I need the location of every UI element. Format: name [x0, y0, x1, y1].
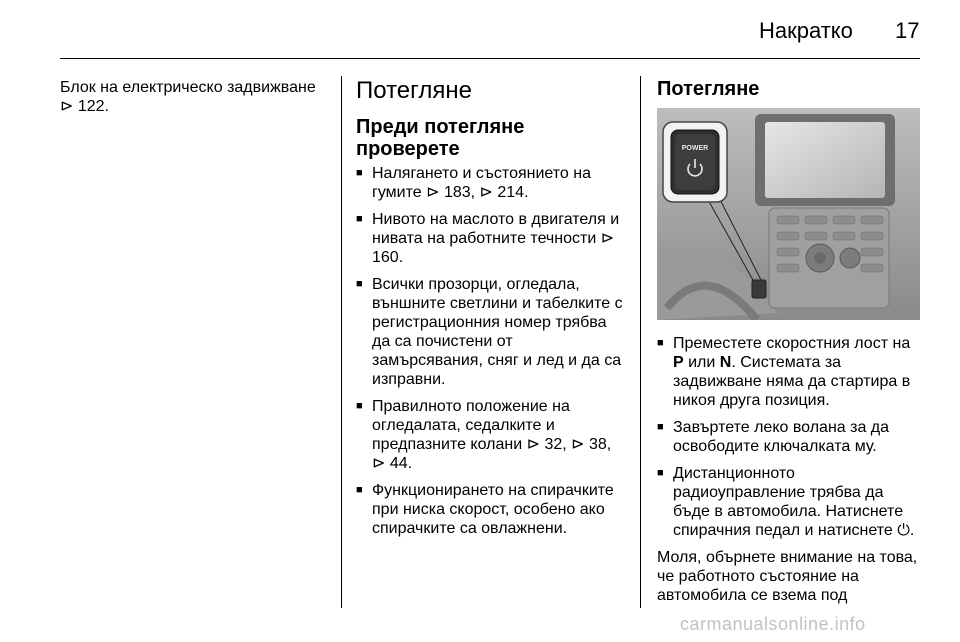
- section-title: Потегляне: [356, 77, 472, 104]
- list-item: ■ Правилното положение на огледалата, седалките и предпазните колани ⊳ 32, ⊳ 38, ⊳ 44.: [356, 397, 626, 473]
- note-paragraph: Моля, обърнете внимание на това, че работното състояние на автомобила се взема под: [657, 549, 918, 604]
- page-number: 17: [895, 18, 920, 43]
- list-item: ■ Налягането и състоянието на гумите ⊳ 183, ⊳ 214.: [356, 164, 626, 202]
- dashboard-illustration: [657, 108, 920, 320]
- list-item-text: Преместете скоростния лост на: [673, 335, 911, 352]
- list-item: ■ Функционирането на спирачките при ниска скорост, особено ако спирачките са овлажнени.: [356, 481, 626, 538]
- list-item-text: . Системата за задвижване няма да стартира в никоя друга позиция.: [673, 354, 911, 409]
- continued-text: Блок на електрическо задвижване ⊳ 122.: [60, 79, 316, 115]
- power-label: POWER: [681, 145, 709, 152]
- watermark: carmanualsonline.info: [680, 614, 866, 634]
- list-item-text: или: [683, 354, 720, 371]
- gear-n-label: N: [719, 354, 732, 371]
- list-item: ■ Завъртете леко волана за да освободите ключалката му.: [657, 418, 920, 456]
- column-title: Потегляне: [657, 78, 760, 100]
- page-header-title: Накратко: [759, 18, 853, 43]
- left-column: [60, 78, 332, 116]
- column-divider-1: [341, 76, 342, 608]
- subsection-title: Преди потегляне проверете: [356, 116, 525, 160]
- list-item: ■ Дистанционното радиоуправление трябва да бъде в автомобила. Натиснете спирачния педал и натиснете ⏻.: [657, 464, 920, 540]
- gear-p-label: P: [673, 354, 684, 371]
- middle-column: [356, 78, 626, 546]
- checklist: [356, 164, 626, 538]
- right-column: [657, 78, 920, 605]
- list-item: [657, 334, 920, 410]
- list-item: ■ Всички прозорци, огледала, външните светлини и табелките с регистрационния номер трябва да са почистени от замърсявания, сняг и лед и да са изправни.: [356, 275, 626, 389]
- list-item: ■ Нивото на маслото в двигателя и нивата на работните течности ⊳ 160.: [356, 210, 626, 267]
- procedure-list: [657, 334, 920, 540]
- header-rule: [60, 58, 920, 59]
- column-divider-2: [640, 76, 641, 608]
